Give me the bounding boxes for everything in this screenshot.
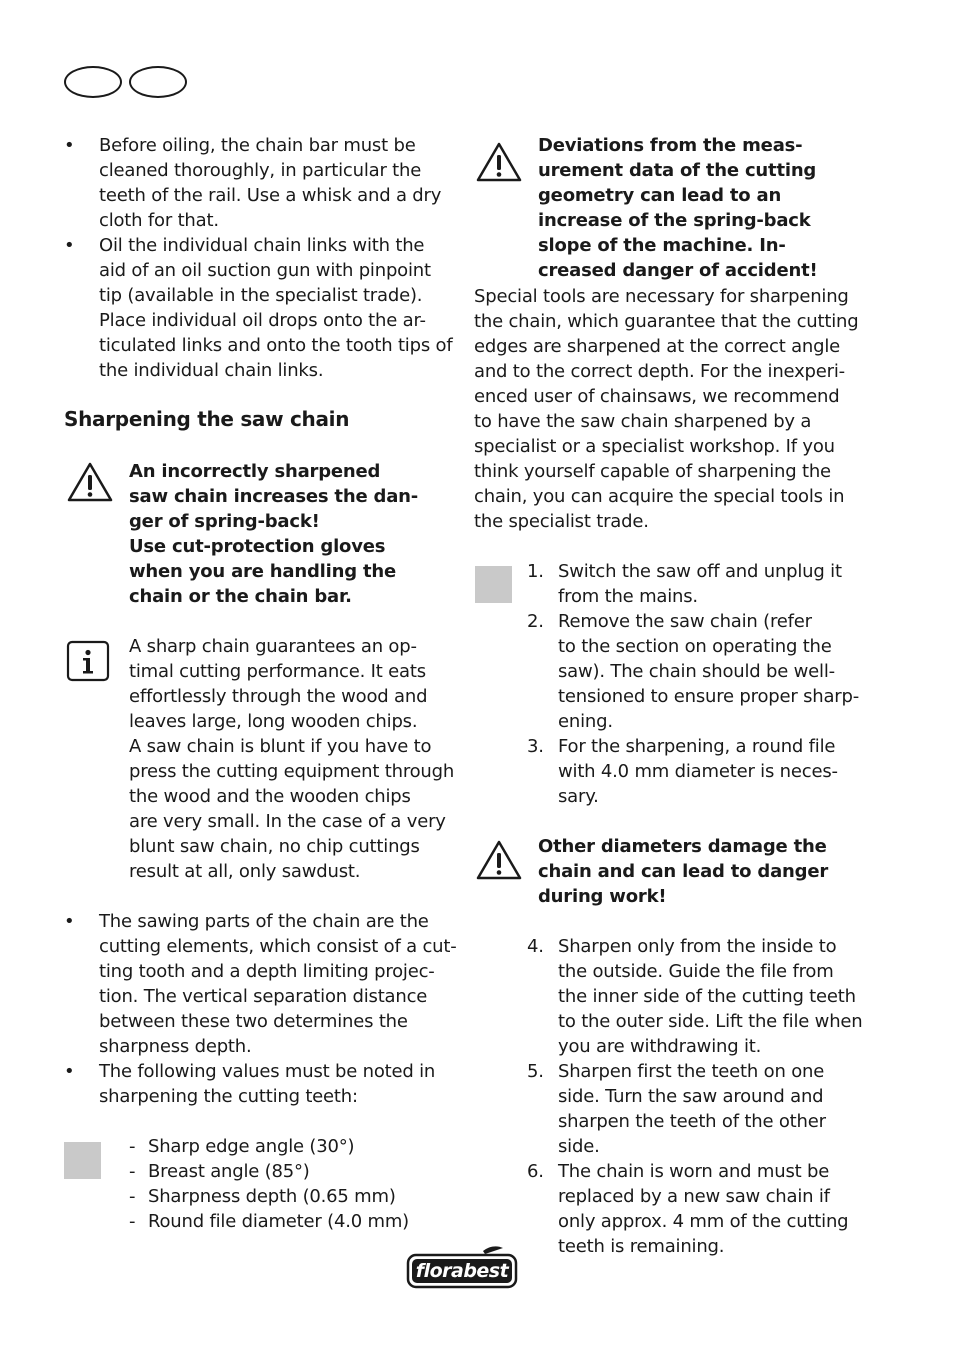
text-line: timal cutting performance. It eats: [129, 661, 426, 682]
text-line: chain, you can acquire the special tools in: [474, 486, 845, 507]
text-line: sharpness depth.: [99, 1036, 252, 1057]
text-line: An incorrectly sharpened: [129, 461, 381, 482]
warning-triangle-icon: [66, 461, 114, 503]
text-line: Sharpen only from the inside to: [558, 936, 837, 957]
step-number: 2.: [527, 611, 544, 632]
dash-marker: -: [129, 1136, 136, 1157]
text-line: result at all, only sawdust.: [129, 861, 361, 882]
text-line: specialist or a specialist workshop. If you: [474, 436, 835, 457]
bullet-item: [64, 1059, 464, 1109]
text-line: increase of the spring-back: [538, 210, 811, 231]
bullet-dot-icon: •: [64, 911, 75, 932]
bullet-dot-icon: •: [64, 1061, 75, 1082]
bullet-list-oiling: [64, 133, 464, 383]
info-sharp-chain: [129, 634, 459, 884]
text-line: to have the saw chain sharpened by a: [474, 411, 812, 432]
text-line: the chain, which guarantee that the cutting: [474, 311, 859, 332]
info-icon: [66, 640, 110, 682]
value-text: Sharp edge angle (30°): [148, 1136, 355, 1157]
bullet-item: [64, 133, 464, 233]
text-line: geometry can lead to an: [538, 185, 782, 206]
text-line: ticulated links and onto the tooth tips of: [99, 335, 453, 356]
text-line: edges are sharpened at the correct angle: [474, 336, 841, 357]
text-line: chain and can lead to danger: [538, 861, 829, 882]
text-line: between these two determines the: [99, 1011, 408, 1032]
text-line: during work!: [538, 886, 667, 907]
text-line: think yourself capable of sharpening the: [474, 461, 831, 482]
text-line: the inner side of the cutting teeth: [558, 986, 856, 1007]
text-line: sharpen the teeth of the other: [558, 1111, 826, 1132]
value-text: Sharpness depth (0.65 mm): [148, 1186, 396, 1207]
step-number: 5.: [527, 1061, 544, 1082]
value-item: [129, 1159, 449, 1184]
value-item: [129, 1184, 449, 1209]
text-line: ger of spring-back!: [129, 511, 320, 532]
text-line: cutting elements, which consist of a cut-: [99, 936, 457, 957]
dash-marker: -: [129, 1161, 136, 1182]
text-line: Remove the saw chain (refer: [558, 611, 812, 632]
step-item: [527, 1159, 867, 1259]
text-line: slope of the machine. In-: [538, 235, 786, 256]
text-line: tensioned to ensure proper sharp-: [558, 686, 860, 707]
steps-list-4-6: [527, 934, 867, 1259]
text-line: you are withdrawing it.: [558, 1036, 762, 1057]
value-text: Breast angle (85°): [148, 1161, 310, 1182]
text-line: ening.: [558, 711, 613, 732]
gray-square-marker-left: [64, 1142, 101, 1179]
text-line: side. Turn the saw around and: [558, 1086, 824, 1107]
text-line: A saw chain is blunt if you have to: [129, 736, 432, 757]
warning-measurement-deviation: [538, 133, 868, 283]
bullet-dot-icon: •: [64, 135, 75, 156]
step-item: [527, 734, 867, 809]
value-item: [129, 1209, 449, 1234]
text-line: and to the correct depth. For the inexperi-: [474, 361, 845, 382]
text-line: Switch the saw off and unplug it: [558, 561, 842, 582]
text-line: sharpening the cutting teeth:: [99, 1086, 358, 1107]
language-oval-left: [64, 66, 122, 98]
logo-text: florabest: [415, 1260, 509, 1282]
text-line: tip (available in the specialist trade).: [99, 285, 423, 306]
text-line: tion. The vertical separation distance: [99, 986, 428, 1007]
step-item: [527, 609, 867, 734]
text-line: effortlessly through the wood and: [129, 686, 428, 707]
text-line: sary.: [558, 786, 599, 807]
special-tools-paragraph: [474, 284, 874, 534]
text-line: For the sharpening, a round file: [558, 736, 836, 757]
value-text: Round file diameter (4.0 mm): [148, 1211, 409, 1232]
text-line: press the cutting equipment through: [129, 761, 455, 782]
text-line: The chain is worn and must be: [558, 1161, 830, 1182]
steps-list-1-3: [527, 559, 867, 809]
text-line: enced user of chainsaws, we recommend: [474, 386, 840, 407]
bullet-list-sawing-parts: [64, 909, 464, 1109]
text-line: The sawing parts of the chain are the: [99, 911, 429, 932]
text-line: A sharp chain guarantees an op-: [129, 636, 417, 657]
text-line: blunt saw chain, no chip cuttings: [129, 836, 420, 857]
warning-triangle-icon: [475, 839, 523, 881]
text-line: Before oiling, the chain bar must be: [99, 135, 416, 156]
text-line: leaves large, long wooden chips.: [129, 711, 418, 732]
text-line: Place individual oil drops onto the ar-: [99, 310, 426, 331]
text-line: Other diameters damage the: [538, 836, 827, 857]
text-line: urement data of the cutting: [538, 160, 817, 181]
warning-triangle-icon: [475, 141, 523, 183]
value-item: [129, 1134, 449, 1159]
text-line: replaced by a new saw chain if: [558, 1186, 830, 1207]
text-line: cleaned thoroughly, in particular the: [99, 160, 422, 181]
text-line: Sharpen first the teeth on one: [558, 1061, 825, 1082]
text-line: to the section on operating the: [558, 636, 832, 657]
text-line: the individual chain links.: [99, 360, 324, 381]
florabest-logo: [405, 1246, 519, 1290]
dash-marker: -: [129, 1211, 136, 1232]
warning-other-diameters: [538, 834, 868, 909]
text-line: saw chain increases the dan-: [129, 486, 419, 507]
sharpening-values-list: [129, 1134, 449, 1234]
step-number: 1.: [527, 561, 544, 582]
language-oval-right: [129, 66, 187, 98]
text-line: teeth is remaining.: [558, 1236, 725, 1257]
text-line: Use cut-protection gloves: [129, 536, 386, 557]
text-line: teeth of the rail. Use a whisk and a dry: [99, 185, 442, 206]
text-line: side.: [558, 1136, 600, 1157]
dash-marker: -: [129, 1186, 136, 1207]
step-item: [527, 934, 867, 1059]
text-line: cloth for that.: [99, 210, 219, 231]
text-line: when you are handling the: [129, 561, 397, 582]
warning-sharpened-chain: [129, 459, 459, 609]
text-line: with 4.0 mm diameter is neces-: [558, 761, 838, 782]
text-line: from the mains.: [558, 586, 698, 607]
text-line: Oil the individual chain links with the: [99, 235, 425, 256]
text-line: the outside. Guide the file from: [558, 961, 834, 982]
text-line: to the outer side. Lift the file when: [558, 1011, 863, 1032]
text-line: saw). The chain should be well-: [558, 661, 835, 682]
text-line: Special tools are necessary for sharpening: [474, 286, 849, 307]
text-line: chain or the chain bar.: [129, 586, 352, 607]
text-line: the wood and the wooden chips: [129, 786, 411, 807]
text-line: only approx. 4 mm of the cutting: [558, 1211, 849, 1232]
step-number: 4.: [527, 936, 544, 957]
bullet-dot-icon: •: [64, 235, 75, 256]
text-line: the specialist trade.: [474, 511, 649, 532]
text-line: are very small. In the case of a very: [129, 811, 446, 832]
section-title: Sharpening the saw chain: [64, 407, 350, 431]
gray-square-marker-right: [475, 566, 512, 603]
bullet-item: [64, 233, 464, 383]
bullet-item: [64, 909, 464, 1059]
step-number: 6.: [527, 1161, 544, 1182]
step-item: [527, 559, 867, 609]
text-line: The following values must be noted in: [99, 1061, 436, 1082]
text-line: Deviations from the meas-: [538, 135, 803, 156]
step-item: [527, 1059, 867, 1159]
text-line: ting tooth and a depth limiting projec-: [99, 961, 435, 982]
step-number: 3.: [527, 736, 544, 757]
text-line: creased danger of accident!: [538, 260, 818, 281]
text-line: aid of an oil suction gun with pinpoint: [99, 260, 431, 281]
